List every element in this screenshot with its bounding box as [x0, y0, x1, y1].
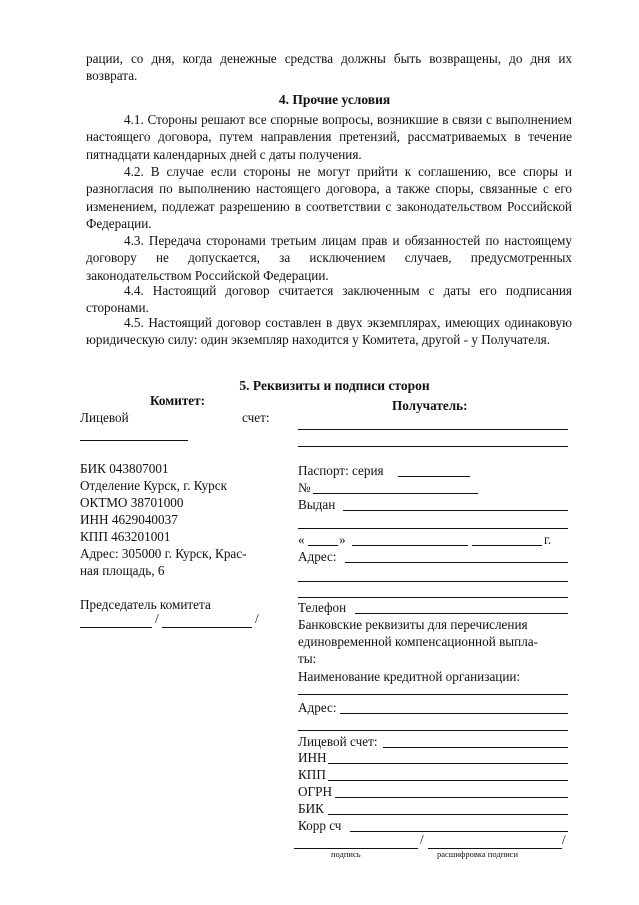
- credit-org-line-1: [298, 694, 568, 695]
- corr-label: Корр сч: [298, 818, 342, 833]
- committee-branch: Отделение Курск, г. Курск: [80, 478, 227, 493]
- committee-inn: ИНН 4629040037: [80, 512, 178, 527]
- recipient-account-line-1: [298, 429, 568, 430]
- bank-address-label: Адрес:: [298, 700, 337, 715]
- committee-account-label: Лицевой: [80, 410, 129, 425]
- kpp-label: КПП: [298, 767, 326, 782]
- recipient-account-line-2: [298, 446, 568, 447]
- section-4-heading: 4. Прочие условия: [278, 92, 391, 107]
- committee-address-cont: ная площадь, 6: [80, 563, 165, 578]
- date-day-line: [308, 545, 338, 546]
- bik-label: БИК: [298, 801, 324, 816]
- bank-details-line-2: единовременной компенсационной выпла-: [298, 634, 539, 649]
- clause-4-3: 4.3. Передача сторонами третьим лицам прав и обязанностей по настоящему договору не допускается, за исключением случаев, предусмотренных законодательством Российской Федерации.: [86, 233, 572, 283]
- committee-title: Комитет:: [150, 393, 206, 408]
- recipient-address-line-2: [298, 581, 568, 582]
- clause-4-1: 4.1. Стороны решают все спорные вопросы, возникшие в связи с выполнением настоящего договора, путем направления претензий, рассматриваемых в течение пятнадцати календарных дней с даты получения.: [86, 112, 572, 162]
- committee-account-line: [80, 440, 188, 441]
- bank-details-line-1: Банковские реквизиты для перечисления: [298, 617, 528, 632]
- committee-bik: БИК 043807001: [80, 461, 169, 476]
- committee-signature-slash: /: [155, 611, 159, 626]
- recipient-phone-label: Телефон: [298, 600, 347, 615]
- recipient-address-label: Адрес:: [298, 549, 337, 564]
- date-close-quote: »: [339, 532, 346, 547]
- date-year-suffix: г.: [544, 532, 552, 547]
- committee-address: Адрес: 305000 г. Курск, Крас-: [80, 546, 247, 561]
- credit-org-label: Наименование кредитной организации:: [298, 669, 521, 684]
- issued-line-1: [343, 510, 568, 511]
- decode-caption: расшифровка подписи: [437, 849, 519, 859]
- clause-4-4: 4.4. Настоящий договор считается заключенным с даты его подписания сторонами.: [86, 283, 572, 316]
- bank-address-line-2: [298, 730, 568, 731]
- recipient-phone-line: [355, 613, 568, 614]
- issued-line-2: [298, 528, 568, 529]
- recipient-title: Получатель:: [392, 398, 468, 413]
- clause-4-2: 4.2. В случае если стороны не могут прийти к соглашению, все споры и разногласия по выполнению настоящего договора, а также споры, связанные с его изменением, подлежат разрешению в соответствии с законодательством Российской Федерации.: [86, 164, 572, 232]
- recipient-address-line-3: [298, 597, 568, 598]
- committee-chairman-label: Председатель комитета: [80, 597, 211, 612]
- committee-decode-line: [162, 627, 252, 628]
- signature-caption: подпись: [331, 849, 361, 859]
- account-line: [383, 747, 568, 748]
- bank-address-line-1: [340, 713, 568, 714]
- clause-4-5: 4.5. Настоящий договор составлен в двух экземплярах, имеющих одинаковую юридическую силу: один экземпляр находится у Комитета, другой - у Получателя.: [86, 315, 572, 348]
- recipient-decode-slash: /: [562, 832, 566, 847]
- recipient-issued-label: Выдан: [298, 497, 336, 512]
- committee-signature-line: [80, 627, 152, 628]
- account-label: Лицевой счет:: [298, 734, 378, 749]
- date-year-line: [472, 545, 542, 546]
- passport-number-line: [313, 493, 478, 494]
- section-5-heading: 5. Реквизиты и подписи сторон: [239, 378, 430, 393]
- inn-label: ИНН: [298, 750, 327, 765]
- corr-line: [350, 831, 568, 832]
- committee-kpp: КПП 463201001: [80, 529, 171, 544]
- kpp-line: [328, 780, 568, 781]
- bik-line: [328, 814, 568, 815]
- recipient-address-line-1: [345, 562, 568, 563]
- inn-line: [328, 763, 568, 764]
- date-open-quote: «: [298, 532, 305, 547]
- recipient-number-label: №: [298, 480, 311, 495]
- ogrn-label: ОГРН: [298, 784, 333, 799]
- paragraph-fragment: рации, со дня, когда денежные средства должны быть возвращены, до дня их возврата.: [86, 51, 572, 84]
- recipient-passport-label: Паспорт: серия: [298, 463, 384, 478]
- committee-account-label-2: счет:: [242, 410, 270, 425]
- date-month-line: [352, 545, 468, 546]
- bank-details-line-3: ты:: [298, 651, 317, 666]
- passport-series-line: [398, 476, 470, 477]
- ogrn-line: [335, 797, 568, 798]
- recipient-signature-slash: /: [420, 832, 424, 847]
- committee-oktmo: ОКТМО 38701000: [80, 495, 184, 510]
- committee-decode-slash: /: [255, 611, 259, 626]
